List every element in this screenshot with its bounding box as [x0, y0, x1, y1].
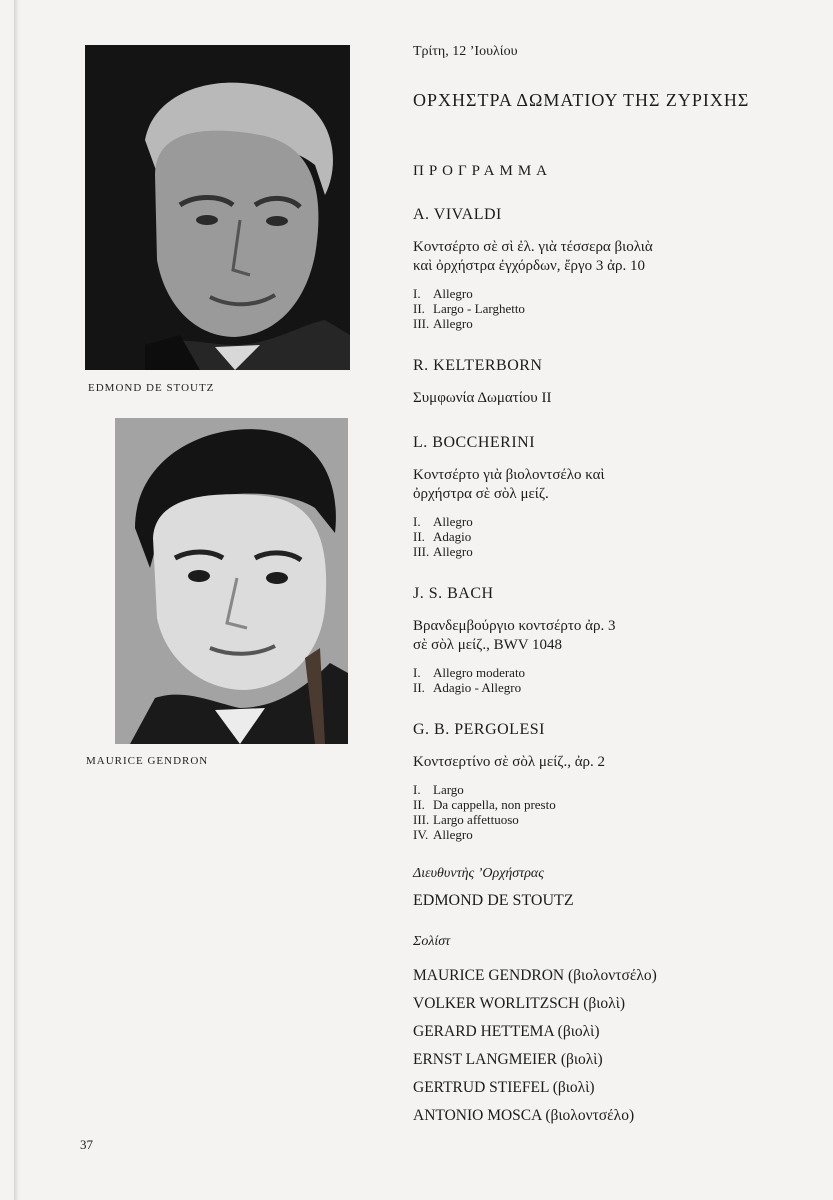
movement-number: III. — [413, 544, 430, 559]
conductor-name: EDMOND DE STOUTZ — [413, 892, 574, 909]
movement-item — [413, 782, 828, 797]
movement-number: II. — [413, 797, 425, 812]
movement-list — [413, 286, 828, 331]
movement-name: Largo — [433, 782, 464, 797]
work-title-line: Βρανδεμβούργιο κοντσέρτο ἀρ. 3 — [413, 618, 616, 634]
movement-name: Allegro — [433, 827, 473, 842]
work-title-line: σὲ σὸλ μείζ., BWV 1048 — [413, 637, 563, 653]
movement-name: Largo affettuoso — [433, 812, 519, 827]
work-title — [413, 466, 828, 504]
page-fold-shadow — [14, 0, 20, 1200]
concert-date: Τρίτη, 12 ’Ιουλίου — [413, 44, 518, 59]
work-title-line: Συμφωνία Δωματίου ΙΙ — [413, 390, 552, 406]
composer-name: J. S. BACH — [413, 585, 494, 602]
movement-item — [413, 827, 828, 842]
movement-list — [413, 665, 828, 695]
movement-name: Adagio - Allegro — [433, 680, 522, 695]
work-title — [413, 389, 828, 408]
movement-number: I. — [413, 782, 421, 797]
conductor-label: Διευθυντὴς ’Ορχήστρας — [413, 866, 544, 881]
composer-name: G. B. PERGOLESI — [413, 721, 545, 738]
work-title-line: Κοντσέρτο σὲ σὶ ἐλ. γιὰ τέσσερα βιολιὰ — [413, 239, 653, 255]
program-item — [413, 206, 828, 331]
work-title — [413, 238, 828, 276]
movement-name: Allegro moderato — [433, 665, 526, 680]
program-list — [413, 206, 828, 842]
movement-item — [413, 797, 828, 812]
work-title-line: καὶ ὀρχήστρα ἐγχόρδων, ἔργο 3 ἀρ. 10 — [413, 258, 645, 274]
soloist-item: VOLKER WORLITZSCH (βιολὶ) — [413, 995, 626, 1012]
soloist-item: ANTONIO MOSCA (βιολοντσέλο) — [413, 1107, 635, 1124]
movement-item — [413, 514, 828, 529]
movement-number: II. — [413, 301, 425, 316]
work-title — [413, 753, 828, 772]
movement-name: Largo - Larghetto — [433, 301, 525, 316]
program-item — [413, 434, 828, 559]
movement-number: I. — [413, 665, 421, 680]
work-title — [413, 617, 828, 655]
movement-number: II. — [413, 529, 425, 544]
work-title-line: ὀρχήστρα σὲ σὸλ μείζ. — [413, 486, 549, 502]
photo-caption: EDMOND DE STOUTZ — [88, 382, 215, 394]
movement-item — [413, 544, 828, 559]
movement-number: II. — [413, 680, 425, 695]
soloist-item: GERARD HETTEMA (βιολὶ) — [413, 1023, 600, 1040]
composer-name: R. KELTERBORN — [413, 357, 543, 374]
movement-number: III. — [413, 316, 430, 331]
movement-item — [413, 301, 828, 316]
soloist-item: ERNST LANGMEIER (βιολὶ) — [413, 1051, 603, 1068]
soloist-item: MAURICE GENDRON (βιολοντσέλο) — [413, 967, 657, 984]
movement-list — [413, 782, 828, 842]
composer-name: A. VIVALDI — [413, 206, 502, 223]
movement-item — [413, 316, 828, 331]
portrait-photo-conductor — [85, 45, 350, 370]
movement-name: Allegro — [433, 544, 473, 559]
movement-item — [413, 286, 828, 301]
movement-item — [413, 812, 828, 827]
program-heading: ΠΡΟΓΡΑΜΜΑ — [413, 163, 552, 179]
movement-name: Allegro — [433, 514, 473, 529]
soloist-item: GERTRUD STIEFEL (βιολὶ) — [413, 1079, 595, 1096]
composer-name: L. BOCCHERINI — [413, 434, 536, 451]
movement-name: Adagio — [433, 529, 472, 544]
program-item — [413, 721, 828, 842]
photo-caption: MAURICE GENDRON — [86, 755, 209, 767]
movement-item — [413, 665, 828, 680]
movement-name: Allegro — [433, 286, 473, 301]
movement-number: IV. — [413, 827, 429, 842]
movement-item — [413, 529, 828, 544]
program-column — [413, 40, 828, 1130]
movement-number: I. — [413, 514, 421, 529]
concert-title: ΟΡΧΗΣΤΡΑ ΔΩΜΑΤΙΟΥ ΤΗΣ ΖΥΡΙΧΗΣ — [413, 90, 750, 110]
work-title-line: Κοντσερτίνο σὲ σὸλ μείζ., ἀρ. 2 — [413, 754, 606, 770]
soloist-list — [413, 962, 828, 1130]
movement-number: I. — [413, 286, 421, 301]
soloists-label: Σολίστ — [413, 934, 451, 949]
work-title-line: Κοντσέρτο γιὰ βιολοντσέλο καὶ — [413, 467, 605, 483]
program-item — [413, 585, 828, 695]
movement-item — [413, 680, 828, 695]
movement-name: Allegro — [433, 316, 473, 331]
movement-name: Da cappella, non presto — [433, 797, 556, 812]
portrait-photo-soloist — [115, 418, 348, 744]
movement-list — [413, 514, 828, 559]
program-item — [413, 357, 828, 408]
movement-number: III. — [413, 812, 430, 827]
page-number: 37 — [80, 1137, 93, 1152]
